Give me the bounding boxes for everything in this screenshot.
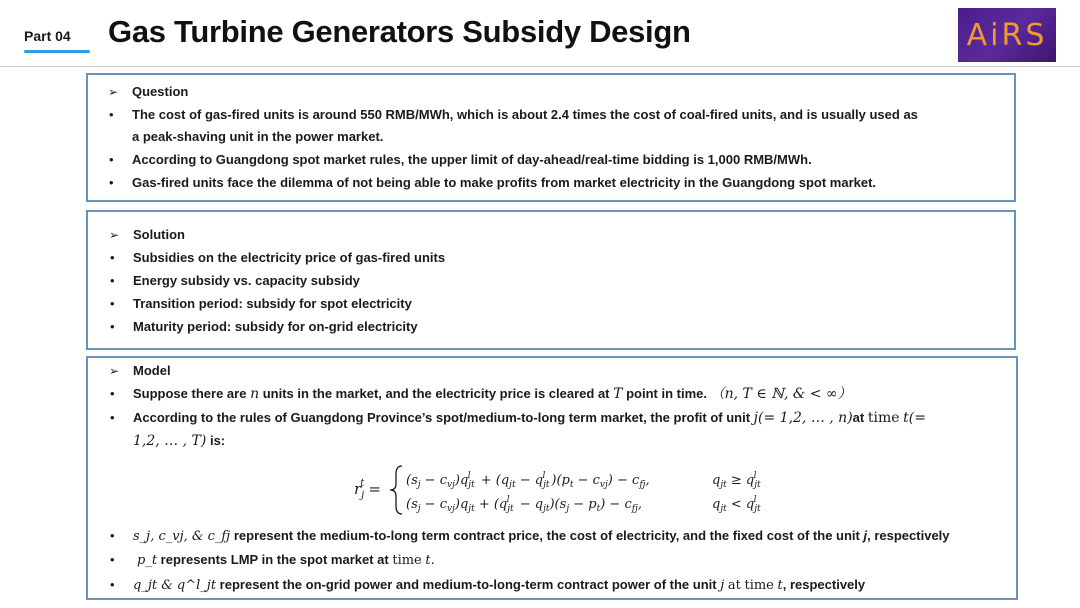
question-item: The cost of gas-fired units is around 550 RMB/MWh, which is about 2.4 times the cost of coal-fired units, and is usually used as — [132, 107, 918, 122]
model-text: is: — [209, 433, 226, 448]
math-t: t. — [425, 553, 435, 568]
definition-text: represent the medium-to-long term contract price, the cost of electricity, and the fixed cost of the unit — [233, 528, 860, 543]
bullet-icon: • — [110, 319, 115, 334]
math-T: T — [613, 386, 623, 402]
model-heading: Model — [133, 363, 171, 378]
math-q-symbols: q_jt & q^l_jt — [133, 578, 217, 593]
question-item-continued: a peak-shaving unit in the power market. — [132, 129, 384, 144]
solution-item: Maturity period: subsidy for on-grid electricity — [133, 319, 418, 334]
bullet-icon: • — [110, 577, 115, 592]
math-time-word: time — [392, 553, 422, 568]
part-underline — [24, 50, 90, 53]
solution-item: Subsidies on the electricity price of gas-fired units — [133, 250, 446, 265]
formula-case2: $(s_j - c_{vj})q_{jt} + (q_{jt}l - q_{jt})(s_j - p_t) - c_{fj}$, — [406, 495, 642, 514]
math-t-range: 1,2, … , T) — [133, 433, 207, 449]
math-n: n — [250, 386, 260, 402]
bullet-icon: • — [110, 528, 115, 543]
math-j: j — [720, 578, 725, 593]
bullet-icon: • — [110, 296, 115, 311]
definition-power — [133, 577, 865, 594]
math-t: t — [777, 578, 783, 593]
math-condition: （n, T ∈ ℕ, & < ∞） — [710, 386, 852, 402]
bullet-icon: • — [109, 107, 114, 122]
slide-header — [0, 0, 1080, 68]
math-symbols: s_j, c_vj, & c_fj — [133, 529, 231, 544]
model-profit-rule — [133, 410, 926, 426]
definition-costs — [133, 528, 950, 545]
slide-title: Gas Turbine Generators Subsidy Design — [108, 14, 691, 49]
model-profit-rule-continued — [133, 433, 225, 449]
solution-heading: Solution — [133, 227, 185, 242]
model-text: units in the market, and the electricity price is cleared at — [262, 386, 610, 401]
math-j-range: j(= 1,2, … , n) — [753, 410, 853, 426]
definition-lmp — [137, 552, 435, 569]
model-text: According to the rules of Guangdong Province’s spot/medium-to-long term market, the profit of unit — [133, 410, 751, 425]
question-heading: Question — [132, 84, 189, 99]
math-j: j — [863, 528, 868, 543]
definition-text: represent the on-grid power and medium-to-long-term contract power of the unit — [219, 577, 717, 592]
solution-item: Transition period: subsidy for spot electricity — [133, 296, 412, 311]
model-text: Suppose there are — [133, 386, 247, 401]
definition-text: , respectively — [782, 577, 866, 592]
formula-brace — [390, 466, 402, 514]
formula-cond1: $q_{jt} \ge q_{jt}l$ — [712, 471, 761, 490]
part-label: Part 04 — [24, 28, 71, 44]
bullet-icon: • — [110, 410, 115, 425]
definition-text: represents LMP in the spot market at — [160, 552, 389, 567]
bullet-icon: • — [110, 386, 115, 401]
math-time-word: time — [867, 410, 900, 426]
profit-formula — [352, 460, 782, 520]
model-assumption — [133, 386, 852, 402]
bullet-icon: • — [109, 175, 114, 190]
formula-case1: $(s_j - c_{vj})q_{jt}l + (q_{jt} - q_{jt}l$ )$(p_t - c_{vj}) - c_{fj}$, — [406, 471, 650, 490]
math-at: at — [727, 578, 741, 593]
bullet-icon: • — [109, 152, 114, 167]
math-t-open: t(= — [903, 410, 926, 426]
arrow-bullet-icon: ➢ — [109, 364, 120, 378]
formula-cond2: $q_{jt} < q_{jt}l$ — [712, 495, 761, 514]
formula-lhs: $r_jt$ = — [354, 478, 381, 501]
arrow-bullet-icon: ➢ — [109, 228, 120, 242]
arrow-bullet-icon: ➢ — [108, 85, 119, 99]
airs-logo — [958, 8, 1056, 62]
logo-text: AiRS — [966, 17, 1048, 53]
math-time-word: time — [744, 578, 774, 593]
model-text: point in time. — [626, 386, 707, 401]
math-pt: p_t — [137, 553, 158, 568]
header-divider — [0, 66, 1080, 67]
bullet-icon: • — [110, 552, 115, 567]
solution-item: Energy subsidy vs. capacity subsidy — [133, 273, 360, 288]
definition-text: , respectively — [867, 528, 950, 543]
bullet-icon: • — [110, 250, 115, 265]
model-text: at — [852, 410, 865, 425]
bullet-icon: • — [110, 273, 115, 288]
question-item: According to Guangdong spot market rules, the upper limit of day-ahead/real-time bidding is 1,000 RMB/MWh. — [132, 152, 812, 167]
question-item: Gas-fired units face the dilemma of not being able to make profits from market electricity in the Guangdong spot market. — [132, 175, 877, 190]
